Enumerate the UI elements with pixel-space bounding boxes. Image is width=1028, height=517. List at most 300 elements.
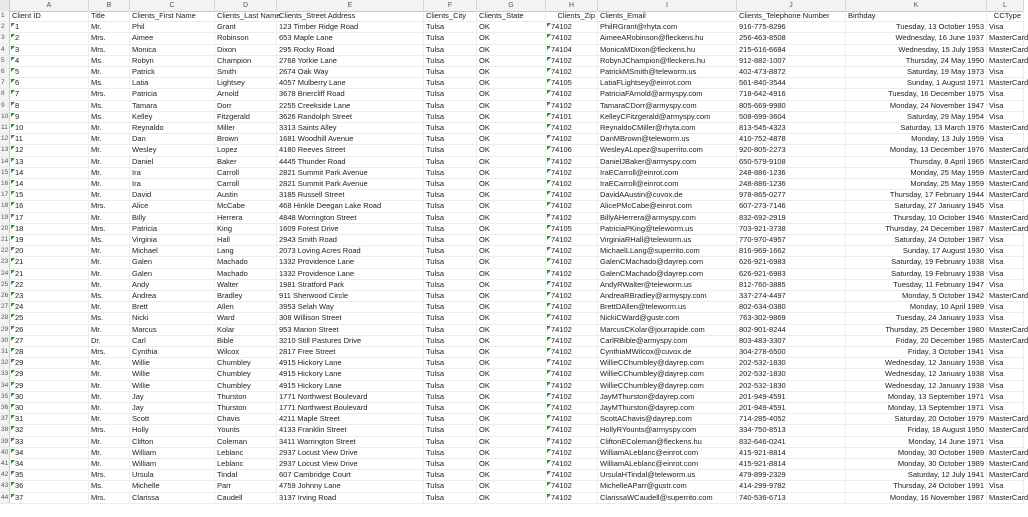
error-indicator-icon[interactable] xyxy=(11,426,15,430)
cell-email[interactable] xyxy=(598,448,737,458)
cell-phone[interactable] xyxy=(737,213,846,223)
row-number[interactable]: 36 xyxy=(0,403,10,413)
cell-cctype[interactable] xyxy=(987,145,1028,155)
cell-cctype[interactable] xyxy=(987,414,1028,424)
cell-city[interactable] xyxy=(424,403,477,413)
error-indicator-icon[interactable] xyxy=(547,382,551,386)
cell-client-id[interactable] xyxy=(10,89,89,99)
cell-first-name[interactable] xyxy=(130,302,215,312)
cell-state[interactable] xyxy=(477,33,546,43)
cell-street[interactable] xyxy=(277,67,424,77)
error-indicator-icon[interactable] xyxy=(11,370,15,374)
cell-birthday[interactable] xyxy=(846,325,987,335)
cell-zip[interactable] xyxy=(546,257,598,267)
cell-title[interactable] xyxy=(89,134,130,144)
error-indicator-icon[interactable] xyxy=(547,404,551,408)
cell-email[interactable] xyxy=(598,459,737,469)
cell-client-id[interactable] xyxy=(10,246,89,256)
cell-birthday[interactable] xyxy=(846,470,987,480)
cell-city[interactable] xyxy=(424,313,477,323)
cell-state[interactable] xyxy=(477,201,546,211)
cell-client-id[interactable] xyxy=(10,22,89,32)
error-indicator-icon[interactable] xyxy=(547,258,551,262)
column-header-b[interactable]: B xyxy=(89,0,130,11)
row-number[interactable]: 35 xyxy=(0,392,10,402)
cell-birthday[interactable] xyxy=(846,257,987,267)
error-indicator-icon[interactable] xyxy=(11,460,15,464)
cell-state[interactable] xyxy=(477,313,546,323)
cell-client-id[interactable] xyxy=(10,325,89,335)
cell-phone[interactable] xyxy=(737,381,846,391)
cell-last-name[interactable] xyxy=(215,235,277,245)
cell-last-name[interactable] xyxy=(215,67,277,77)
row-number[interactable]: 18 xyxy=(0,201,10,211)
cell-last-name[interactable] xyxy=(215,56,277,66)
cell-city[interactable] xyxy=(424,358,477,368)
cell-cctype[interactable] xyxy=(987,112,1024,122)
cell-city[interactable] xyxy=(424,89,477,99)
error-indicator-icon[interactable] xyxy=(547,393,551,397)
row-number[interactable]: 32 xyxy=(0,358,10,368)
cell-title[interactable] xyxy=(89,347,130,357)
cell-phone[interactable] xyxy=(737,112,846,122)
cell-phone[interactable] xyxy=(737,403,846,413)
cell-state[interactable] xyxy=(477,22,546,32)
header-cell-zip[interactable] xyxy=(546,11,598,21)
cell-street[interactable] xyxy=(277,280,424,290)
error-indicator-icon[interactable] xyxy=(11,191,15,195)
cell-phone[interactable] xyxy=(737,493,846,503)
cell-birthday[interactable] xyxy=(846,336,987,346)
cell-zip[interactable] xyxy=(546,33,598,43)
cell-phone[interactable] xyxy=(737,168,846,178)
cell-state[interactable] xyxy=(477,257,546,267)
cell-street[interactable] xyxy=(277,235,424,245)
cell-zip[interactable] xyxy=(546,67,598,77)
error-indicator-icon[interactable] xyxy=(547,482,551,486)
cell-zip[interactable] xyxy=(546,235,598,245)
error-indicator-icon[interactable] xyxy=(11,382,15,386)
error-indicator-icon[interactable] xyxy=(547,314,551,318)
error-indicator-icon[interactable] xyxy=(11,34,15,38)
cell-client-id[interactable] xyxy=(10,235,89,245)
cell-city[interactable] xyxy=(424,22,477,32)
error-indicator-icon[interactable] xyxy=(547,292,551,296)
cell-state[interactable] xyxy=(477,134,546,144)
row-number[interactable]: 33 xyxy=(0,369,10,379)
cell-city[interactable] xyxy=(424,493,477,503)
cell-city[interactable] xyxy=(424,459,477,469)
cell-first-name[interactable] xyxy=(130,112,215,122)
cell-title[interactable] xyxy=(89,291,130,301)
cell-state[interactable] xyxy=(477,414,546,424)
cell-last-name[interactable] xyxy=(215,201,277,211)
cell-email[interactable] xyxy=(598,358,737,368)
cell-cctype[interactable] xyxy=(987,291,1028,301)
cell-birthday[interactable] xyxy=(846,414,987,424)
cell-first-name[interactable] xyxy=(130,89,215,99)
row-number[interactable]: 4 xyxy=(0,45,10,55)
row-number[interactable]: 30 xyxy=(0,336,10,346)
cell-birthday[interactable] xyxy=(846,134,987,144)
cell-first-name[interactable] xyxy=(130,67,215,77)
cell-state[interactable] xyxy=(477,101,546,111)
column-header-h[interactable]: H xyxy=(546,0,598,11)
cell-phone[interactable] xyxy=(737,201,846,211)
cell-street[interactable] xyxy=(277,470,424,480)
cell-state[interactable] xyxy=(477,246,546,256)
cell-city[interactable] xyxy=(424,101,477,111)
cell-first-name[interactable] xyxy=(130,33,215,43)
error-indicator-icon[interactable] xyxy=(11,68,15,72)
cell-birthday[interactable] xyxy=(846,89,987,99)
error-indicator-icon[interactable] xyxy=(547,270,551,274)
cell-zip[interactable] xyxy=(546,123,598,133)
cell-title[interactable] xyxy=(89,45,130,55)
cell-first-name[interactable] xyxy=(130,280,215,290)
cell-state[interactable] xyxy=(477,45,546,55)
header-cell-last-name[interactable] xyxy=(215,11,281,21)
cell-phone[interactable] xyxy=(737,313,846,323)
cell-email[interactable] xyxy=(598,22,737,32)
error-indicator-icon[interactable] xyxy=(547,180,551,184)
cell-first-name[interactable] xyxy=(130,459,215,469)
cell-street[interactable] xyxy=(277,325,424,335)
cell-title[interactable] xyxy=(89,157,130,167)
error-indicator-icon[interactable] xyxy=(11,494,15,498)
cell-state[interactable] xyxy=(477,67,546,77)
cell-email[interactable] xyxy=(598,213,737,223)
error-indicator-icon[interactable] xyxy=(547,494,551,498)
cell-client-id[interactable] xyxy=(10,358,89,368)
cell-zip[interactable] xyxy=(546,246,598,256)
cell-title[interactable] xyxy=(89,101,130,111)
cell-first-name[interactable] xyxy=(130,448,215,458)
cell-zip[interactable] xyxy=(546,269,598,279)
cell-cctype[interactable] xyxy=(987,33,1028,43)
cell-first-name[interactable] xyxy=(130,358,215,368)
cell-cctype[interactable] xyxy=(987,459,1028,469)
error-indicator-icon[interactable] xyxy=(11,124,15,128)
cell-street[interactable] xyxy=(277,336,424,346)
header-cell-birthday[interactable] xyxy=(846,11,987,21)
cell-zip[interactable] xyxy=(546,448,598,458)
cell-first-name[interactable] xyxy=(130,381,215,391)
cell-email[interactable] xyxy=(598,257,737,267)
cell-last-name[interactable] xyxy=(215,347,277,357)
cell-last-name[interactable] xyxy=(215,481,277,491)
cell-first-name[interactable] xyxy=(130,246,215,256)
cell-city[interactable] xyxy=(424,325,477,335)
cell-title[interactable] xyxy=(89,381,130,391)
cell-last-name[interactable] xyxy=(215,213,277,223)
cell-city[interactable] xyxy=(424,213,477,223)
cell-client-id[interactable] xyxy=(10,201,89,211)
cell-last-name[interactable] xyxy=(215,168,277,178)
cell-title[interactable] xyxy=(89,246,130,256)
error-indicator-icon[interactable] xyxy=(11,202,15,206)
cell-cctype[interactable] xyxy=(987,201,1024,211)
cell-cctype[interactable] xyxy=(987,369,1024,379)
cell-client-id[interactable] xyxy=(10,381,89,391)
row-number[interactable]: 23 xyxy=(0,257,10,267)
cell-last-name[interactable] xyxy=(215,313,277,323)
cell-city[interactable] xyxy=(424,157,477,167)
cell-street[interactable] xyxy=(277,33,424,43)
cell-email[interactable] xyxy=(598,157,737,167)
cell-city[interactable] xyxy=(424,45,477,55)
cell-email[interactable] xyxy=(598,112,737,122)
cell-title[interactable] xyxy=(89,392,130,402)
cell-birthday[interactable] xyxy=(846,101,987,111)
header-cell-client-id[interactable] xyxy=(10,11,89,21)
cell-last-name[interactable] xyxy=(215,269,277,279)
cell-street[interactable] xyxy=(277,448,424,458)
cell-birthday[interactable] xyxy=(846,369,987,379)
column-header-g[interactable]: G xyxy=(477,0,546,11)
cell-first-name[interactable] xyxy=(130,269,215,279)
cell-city[interactable] xyxy=(424,112,477,122)
error-indicator-icon[interactable] xyxy=(11,270,15,274)
cell-title[interactable] xyxy=(89,56,130,66)
cell-first-name[interactable] xyxy=(130,22,215,32)
cell-street[interactable] xyxy=(277,481,424,491)
cell-email[interactable] xyxy=(598,78,737,88)
cell-phone[interactable] xyxy=(737,78,846,88)
cell-cctype[interactable] xyxy=(987,403,1024,413)
select-all-corner[interactable] xyxy=(0,0,10,11)
cell-last-name[interactable] xyxy=(215,459,277,469)
cell-street[interactable] xyxy=(277,369,424,379)
cell-zip[interactable] xyxy=(546,414,598,424)
cell-birthday[interactable] xyxy=(846,381,987,391)
cell-state[interactable] xyxy=(477,459,546,469)
error-indicator-icon[interactable] xyxy=(11,258,15,262)
row-number[interactable]: 40 xyxy=(0,448,10,458)
cell-email[interactable] xyxy=(598,493,737,503)
cell-phone[interactable] xyxy=(737,123,846,133)
cell-city[interactable] xyxy=(424,481,477,491)
cell-street[interactable] xyxy=(277,78,424,88)
error-indicator-icon[interactable] xyxy=(547,438,551,442)
error-indicator-icon[interactable] xyxy=(547,471,551,475)
cell-city[interactable] xyxy=(424,134,477,144)
error-indicator-icon[interactable] xyxy=(11,90,15,94)
cell-cctype[interactable] xyxy=(987,78,1028,88)
cell-cctype[interactable] xyxy=(987,179,1028,189)
cell-cctype[interactable] xyxy=(987,347,1024,357)
cell-cctype[interactable] xyxy=(987,358,1024,368)
error-indicator-icon[interactable] xyxy=(11,292,15,296)
cell-email[interactable] xyxy=(598,201,737,211)
cell-last-name[interactable] xyxy=(215,224,277,234)
cell-last-name[interactable] xyxy=(215,280,277,290)
cell-title[interactable] xyxy=(89,78,130,88)
cell-first-name[interactable] xyxy=(130,470,215,480)
error-indicator-icon[interactable] xyxy=(11,326,15,330)
cell-birthday[interactable] xyxy=(846,22,987,32)
row-number[interactable]: 11 xyxy=(0,123,10,133)
error-indicator-icon[interactable] xyxy=(547,191,551,195)
cell-first-name[interactable] xyxy=(130,257,215,267)
cell-first-name[interactable] xyxy=(130,481,215,491)
cell-email[interactable] xyxy=(598,280,737,290)
cell-city[interactable] xyxy=(424,33,477,43)
cell-last-name[interactable] xyxy=(215,325,277,335)
cell-last-name[interactable] xyxy=(215,112,277,122)
cell-client-id[interactable] xyxy=(10,56,89,66)
cell-email[interactable] xyxy=(598,190,737,200)
header-cell-phone[interactable] xyxy=(737,11,846,21)
cell-state[interactable] xyxy=(477,369,546,379)
cell-state[interactable] xyxy=(477,145,546,155)
cell-email[interactable] xyxy=(598,481,737,491)
cell-client-id[interactable] xyxy=(10,257,89,267)
cell-phone[interactable] xyxy=(737,89,846,99)
row-number[interactable]: 12 xyxy=(0,134,10,144)
error-indicator-icon[interactable] xyxy=(11,393,15,397)
cell-title[interactable] xyxy=(89,313,130,323)
cell-first-name[interactable] xyxy=(130,224,215,234)
cell-zip[interactable] xyxy=(546,425,598,435)
cell-zip[interactable] xyxy=(546,347,598,357)
cell-cctype[interactable] xyxy=(987,447,1028,458)
cell-street[interactable] xyxy=(277,437,424,447)
cell-phone[interactable] xyxy=(737,336,846,346)
cell-email[interactable] xyxy=(598,246,737,256)
cell-city[interactable] xyxy=(424,67,477,77)
cell-phone[interactable] xyxy=(737,224,846,234)
cell-phone[interactable] xyxy=(737,134,846,144)
error-indicator-icon[interactable] xyxy=(547,146,551,150)
cell-state[interactable] xyxy=(477,123,546,133)
cell-email[interactable] xyxy=(598,67,737,77)
cell-state[interactable] xyxy=(477,179,546,189)
cell-last-name[interactable] xyxy=(215,381,277,391)
cell-city[interactable] xyxy=(424,381,477,391)
cell-phone[interactable] xyxy=(737,257,846,267)
cell-title[interactable] xyxy=(89,414,130,424)
cell-client-id[interactable] xyxy=(10,45,89,55)
cell-zip[interactable] xyxy=(546,493,598,503)
cell-birthday[interactable] xyxy=(846,313,987,323)
cell-city[interactable] xyxy=(424,302,477,312)
cell-client-id[interactable] xyxy=(10,78,89,88)
cell-title[interactable] xyxy=(89,437,130,447)
cell-email[interactable] xyxy=(598,269,737,279)
cell-email[interactable] xyxy=(598,123,737,133)
cell-client-id[interactable] xyxy=(10,112,89,122)
error-indicator-icon[interactable] xyxy=(11,236,15,240)
cell-title[interactable] xyxy=(89,481,130,491)
cell-phone[interactable] xyxy=(737,33,846,43)
cell-email[interactable] xyxy=(598,403,737,413)
cell-email[interactable] xyxy=(598,145,737,155)
cell-birthday[interactable] xyxy=(846,201,987,211)
cell-phone[interactable] xyxy=(737,22,846,32)
error-indicator-icon[interactable] xyxy=(11,281,15,285)
cell-client-id[interactable] xyxy=(10,157,89,167)
cell-street[interactable] xyxy=(277,157,424,167)
cell-city[interactable] xyxy=(424,414,477,424)
cell-city[interactable] xyxy=(424,123,477,133)
error-indicator-icon[interactable] xyxy=(547,348,551,352)
cell-birthday[interactable] xyxy=(846,145,987,155)
cell-zip[interactable] xyxy=(546,381,598,391)
cell-last-name[interactable] xyxy=(215,89,277,99)
error-indicator-icon[interactable] xyxy=(547,449,551,453)
cell-phone[interactable] xyxy=(737,145,846,155)
error-indicator-icon[interactable] xyxy=(11,46,15,50)
cell-phone[interactable] xyxy=(737,481,846,491)
cell-first-name[interactable] xyxy=(130,213,215,223)
cell-birthday[interactable] xyxy=(846,157,987,167)
cell-client-id[interactable] xyxy=(10,437,89,447)
cell-client-id[interactable] xyxy=(10,425,89,435)
cell-email[interactable] xyxy=(598,336,737,346)
cell-title[interactable] xyxy=(89,425,130,435)
error-indicator-icon[interactable] xyxy=(547,23,551,27)
cell-phone[interactable] xyxy=(737,392,846,402)
cell-title[interactable] xyxy=(89,179,130,189)
cell-city[interactable] xyxy=(424,224,477,234)
cell-birthday[interactable] xyxy=(846,190,987,200)
cell-zip[interactable] xyxy=(546,201,598,211)
cell-birthday[interactable] xyxy=(846,291,987,301)
cell-state[interactable] xyxy=(477,470,546,480)
cell-cctype[interactable] xyxy=(987,156,1028,167)
cell-city[interactable] xyxy=(424,190,477,200)
error-indicator-icon[interactable] xyxy=(547,326,551,330)
error-indicator-icon[interactable] xyxy=(11,214,15,218)
cell-title[interactable] xyxy=(89,235,130,245)
cell-birthday[interactable] xyxy=(846,235,987,245)
row-number[interactable]: 3 xyxy=(0,33,10,43)
cell-client-id[interactable] xyxy=(10,313,89,323)
error-indicator-icon[interactable] xyxy=(11,404,15,408)
cell-cctype[interactable] xyxy=(987,492,1028,503)
cell-birthday[interactable] xyxy=(846,493,987,503)
error-indicator-icon[interactable] xyxy=(11,247,15,251)
cell-street[interactable] xyxy=(277,179,424,189)
cell-phone[interactable] xyxy=(737,369,846,379)
error-indicator-icon[interactable] xyxy=(547,202,551,206)
cell-client-id[interactable] xyxy=(10,481,89,491)
cell-cctype[interactable] xyxy=(987,470,1028,480)
cell-birthday[interactable] xyxy=(846,425,987,435)
cell-zip[interactable] xyxy=(546,45,598,55)
cell-state[interactable] xyxy=(477,269,546,279)
cell-birthday[interactable] xyxy=(846,437,987,447)
error-indicator-icon[interactable] xyxy=(11,158,15,162)
cell-title[interactable] xyxy=(89,493,130,503)
cell-email[interactable] xyxy=(598,381,737,391)
cell-zip[interactable] xyxy=(546,190,598,200)
error-indicator-icon[interactable] xyxy=(547,303,551,307)
cell-zip[interactable] xyxy=(546,302,598,312)
cell-state[interactable] xyxy=(477,481,546,491)
cell-last-name[interactable] xyxy=(215,414,277,424)
cell-email[interactable] xyxy=(598,89,737,99)
cell-client-id[interactable] xyxy=(10,336,89,346)
header-cell-email[interactable] xyxy=(598,11,737,21)
error-indicator-icon[interactable] xyxy=(547,426,551,430)
error-indicator-icon[interactable] xyxy=(547,415,551,419)
row-number[interactable]: 34 xyxy=(0,381,10,391)
cell-birthday[interactable] xyxy=(846,112,987,122)
cell-state[interactable] xyxy=(477,78,546,88)
cell-phone[interactable] xyxy=(737,246,846,256)
